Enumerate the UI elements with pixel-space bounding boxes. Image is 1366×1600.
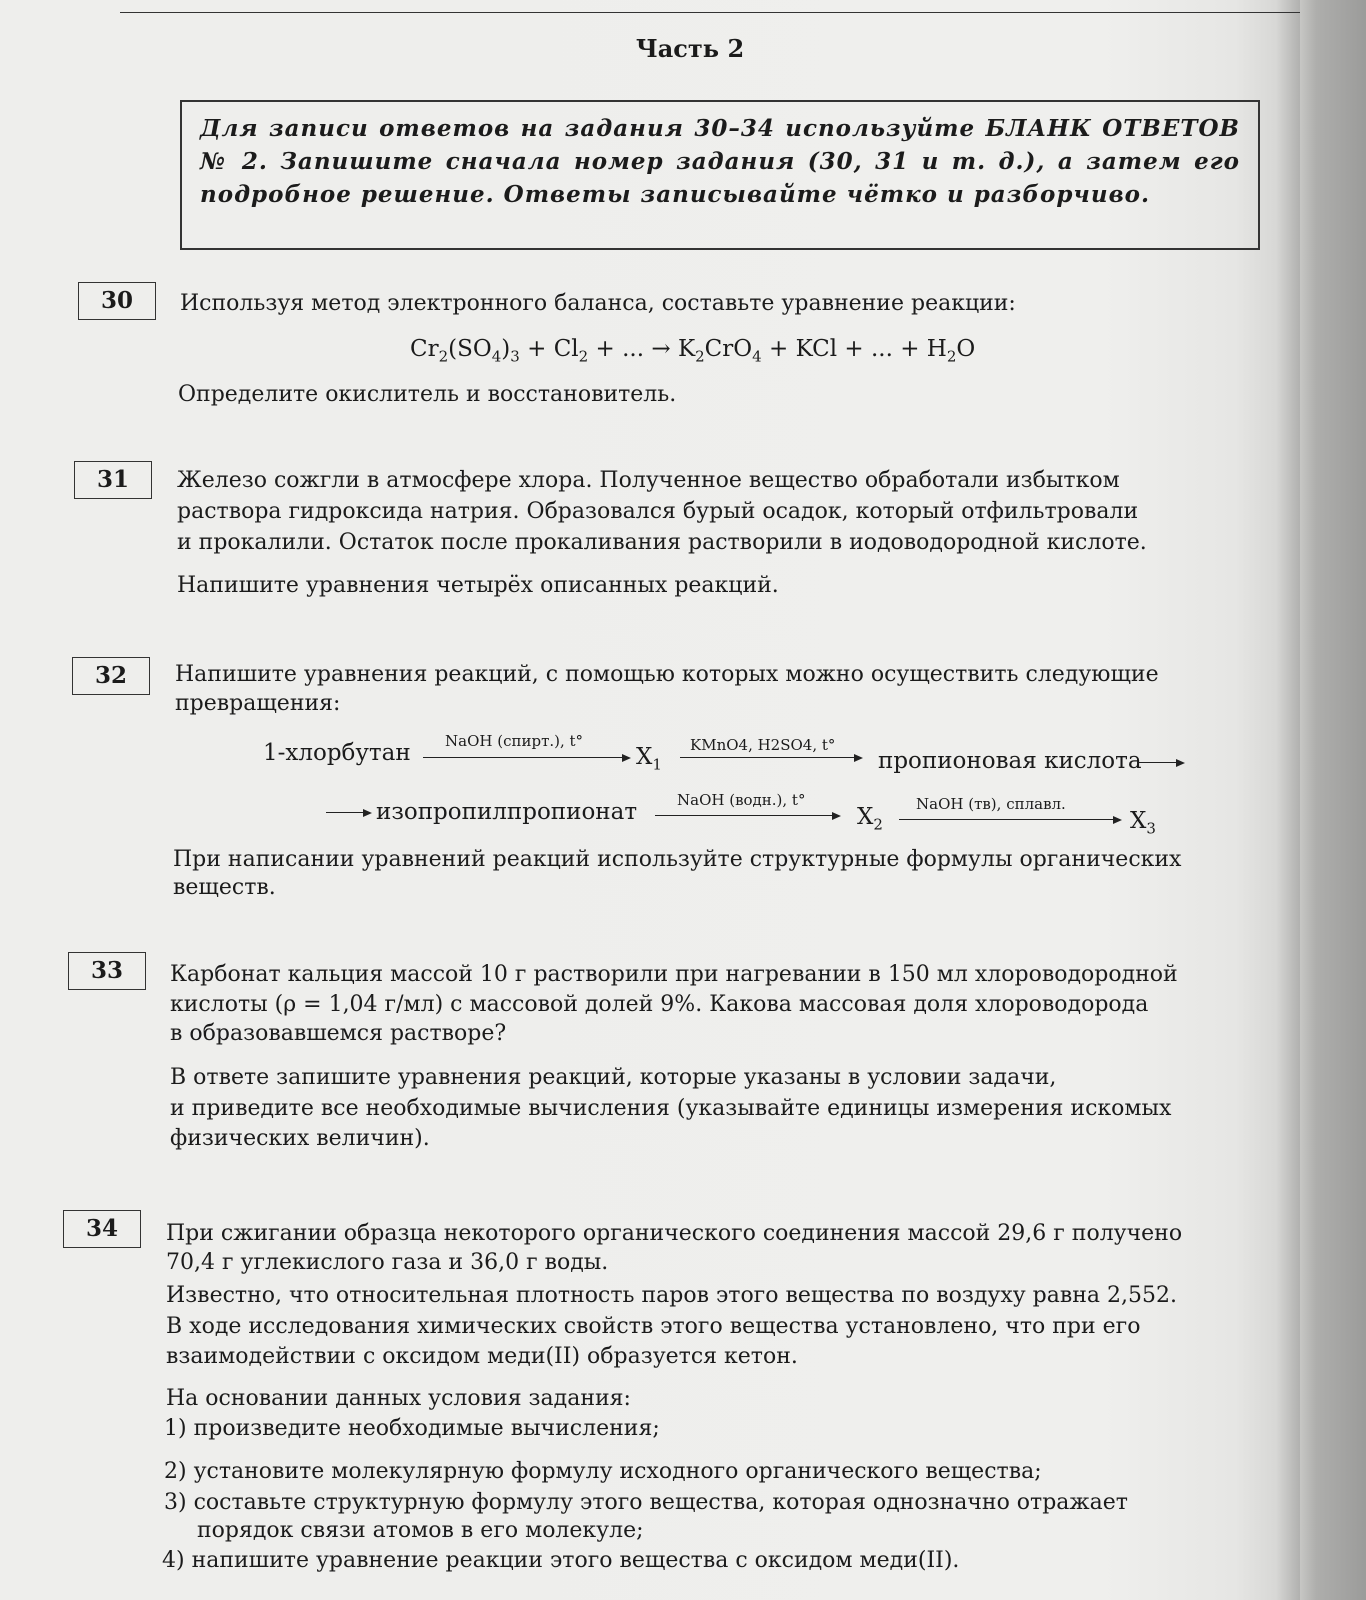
task-34-line-4: В ходе исследования химических свойств этого вещества установлено, что при его: [166, 1314, 1141, 1339]
task-33-line-2: кислоты (ρ = 1,04 г/мл) с массовой долей 9%. Какова массовая доля хлороводорода: [170, 992, 1149, 1017]
chain-arrow-6-head: [1113, 816, 1122, 824]
chain-arrow-1-head: [622, 754, 631, 762]
task-34-line-1: При сжигании образца некоторого органического соединения массой 29,6 г получено: [166, 1221, 1183, 1246]
task-34-line-2: 70,4 г углекислого газа и 36,0 г воды.: [166, 1250, 609, 1275]
instructions-box: Для записи ответов на задания 30–34 используйте БЛАНК ОТВЕТОВ № 2. Запишите сначала номер задания (30, 31 и т. д.), а затем его подробное решение. Ответы записывайте чётко и разборчиво.: [180, 100, 1260, 250]
task-33-line-3: в образовавшемся растворе?: [170, 1021, 507, 1046]
chain-arrow-6: [899, 819, 1114, 820]
task-34-item-1: 1) произведите необходимые вычисления;: [164, 1416, 660, 1441]
chain-x1: $X_1$: [636, 744, 662, 774]
task-number-33: 33: [68, 952, 146, 990]
task-number-32: 32: [72, 657, 150, 695]
task-34-item-3-cont: порядок связи атомов в его молекуле;: [197, 1518, 644, 1543]
chain-x3: $X_3$: [1130, 808, 1156, 838]
task-30-question: Определите окислитель и восстановитель.: [178, 382, 677, 407]
task-30-equation: $Cr_2(SO_4)_3 + Cl_2$ + ... → $K_2CrO_4$ + KCl + ... + $H_2O$: [410, 336, 976, 366]
task-33-line-1: Карбонат кальция массой 10 г растворили при нагревании в 150 мл хлороводородной: [170, 962, 1178, 987]
chain-condition-2: KMnO4, H2SO4, t°: [690, 736, 836, 754]
section-title: Часть 2: [635, 34, 745, 63]
chain-condition-3: NaOH (водн.), t°: [677, 791, 806, 809]
chain-arrow-5-head: [832, 812, 841, 820]
chain-arrow-4: [326, 812, 364, 813]
task-31-line-3: и прокалили. Остаток после прокаливания растворили в иодоводородной кислоте.: [177, 530, 1147, 555]
task-34-line-6: На основании данных условия задания:: [166, 1386, 631, 1411]
task-number-34: 34: [63, 1210, 141, 1248]
task-34-item-4: 4) напишите уравнение реакции этого вещества с оксидом меди(II).: [162, 1548, 960, 1573]
task-34-line-5: взаимодействии с оксидом меди(II) образуется кетон.: [166, 1344, 798, 1369]
task-32-line-2: превращения:: [175, 691, 341, 716]
chain-arrow-2-head: [854, 754, 863, 762]
task-34-item-2: 2) установите молекулярную формулу исходного органического вещества;: [164, 1459, 1042, 1484]
task-33-line-6: физических величин).: [170, 1126, 430, 1151]
page-fold-shadow: [1276, 0, 1366, 1600]
task-31-line-4: Напишите уравнения четырёх описанных реакций.: [177, 573, 779, 598]
task-number-31: 31: [74, 461, 152, 499]
chain-arrow-3: [1137, 762, 1177, 763]
chain-arrow-1: [423, 757, 623, 758]
task-32-note-2: веществ.: [173, 875, 276, 900]
task-34-item-3: 3) составьте структурную формулу этого вещества, которая однозначно отражает: [164, 1490, 1128, 1515]
chain-arrow-5: [655, 815, 833, 816]
task-31-line-1: Железо сожгли в атмосфере хлора. Полученное вещество обработали избытком: [177, 468, 1120, 493]
chain-condition-1: NaOH (спирт.), t°: [445, 732, 584, 750]
top-rule: [120, 12, 1300, 13]
task-34-line-3: Известно, что относительная плотность паров этого вещества по воздуху равна 2,552.: [166, 1283, 1178, 1308]
chain-condition-4: NaOH (тв), сплавл.: [916, 795, 1066, 813]
task-32-note-1: При написании уравнений реакций используйте структурные формулы органических: [173, 847, 1182, 872]
chain-propionic-acid: пропионовая кислота: [878, 748, 1142, 774]
chain-arrow-4-head: [363, 809, 372, 817]
chain-arrow-3-head: [1176, 759, 1185, 767]
task-33-line-5: и приведите все необходимые вычисления (указывайте единицы измерения искомых: [170, 1096, 1172, 1121]
chain-arrow-2: [680, 757, 855, 758]
task-30-text: Используя метод электронного баланса, составьте уравнение реакции:: [180, 291, 1016, 316]
chain-1-chlorobutane: 1-хлорбутан: [263, 740, 411, 766]
chain-isopropyl-propionate: изопропилпропионат: [376, 799, 638, 825]
task-31-line-2: раствора гидроксида натрия. Образовался бурый осадок, который отфильтровали: [177, 499, 1139, 524]
task-32-line-1: Напишите уравнения реакций, с помощью которых можно осуществить следующие: [175, 662, 1159, 687]
task-number-30: 30: [78, 282, 156, 320]
chain-x2: $X_2$: [857, 804, 883, 834]
task-33-line-4: В ответе запишите уравнения реакций, которые указаны в условии задачи,: [170, 1065, 1057, 1090]
